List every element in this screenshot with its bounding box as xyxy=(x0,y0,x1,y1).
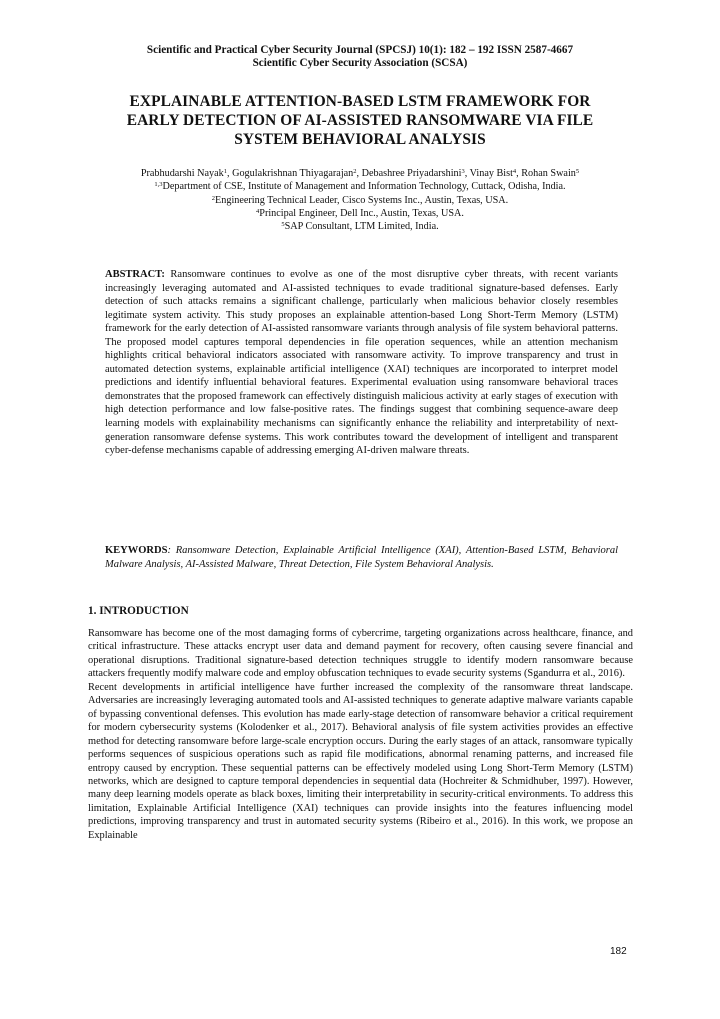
paper-title xyxy=(70,92,650,149)
section-heading-introduction: 1. INTRODUCTION xyxy=(88,605,189,617)
abstract xyxy=(105,268,618,458)
affiliation-line xyxy=(60,180,660,193)
paper-title-line-1: EXPLAINABLE ATTENTION-BASED LSTM FRAMEWORK FOR xyxy=(129,93,591,110)
author-name: , Rohan Swain xyxy=(516,168,576,179)
affiliation-mark: 4 xyxy=(256,207,260,215)
journal-header xyxy=(60,44,660,71)
author-name: , Vinay Bist xyxy=(464,168,513,179)
author-name: , Gogulakrishnan Thiyagarajan xyxy=(227,168,354,179)
affiliation-line xyxy=(60,194,660,207)
affiliation-mark: 1,3 xyxy=(154,181,163,189)
affiliation-text: Department of CSE, Institute of Management and Information Technology, Cuttack, Odisha, India. xyxy=(162,181,566,193)
paragraph: Recent developments in artificial intelligence have further increased the complexity of the ransomware threat landscape. Adversaries are increasingly leveraging automated tools and AI-assisted techniques to generate adaptive malware variants capable of bypassing conventional defenses. This evolution has made early-stage detection of ransomware behavior a critical requirement for modern cybersecurity systems (Kolodenker et al., 2017). Behavioral analysis of file system activities provides an effective method for detecting ransomware before large-scale encryption occurs. During the early stages of an attack, ransomware typically performs sequences of suspicious operations such as rapid file modifications, abnormal renaming patterns, and increased file entropy caused by encryption. These sequential patterns can be effectively modeled using Long Short-Term Memory (LSTM) networks, which are designed to capture temporal dependencies in sequential data (Hochreiter & Schmidhuber, 1997). However, many deep learning models operate as black boxes, limiting their interpretability in security-critical environments. To address this limitation, Explainable Artificial Intelligence (XAI) techniques can provide insights into the features influencing model predictions, improving transparency and trust in automated security systems (Ribeiro et al., 2016). In this work, we propose an Explainable xyxy=(88,681,633,841)
keywords-label: KEYWORDS xyxy=(105,545,168,556)
author-affiliation-mark: 5 xyxy=(575,168,580,175)
journal-header-line-2: Scientific Cyber Security Association (SCSA) xyxy=(252,57,468,70)
affiliation-text: SAP Consultant, LTM Limited, India. xyxy=(284,221,439,233)
affiliation-text: Engineering Technical Leader, Cisco Systems Inc., Austin, Texas, USA. xyxy=(215,194,509,206)
paper-title-line-2: EARLY DETECTION OF AI-ASSISTED RANSOMWARE VIA FILE xyxy=(126,112,594,129)
page-number: 182 xyxy=(610,946,627,957)
authors-block xyxy=(60,167,660,233)
introduction-body xyxy=(88,627,633,842)
keywords xyxy=(105,544,618,571)
affiliation-mark: 5 xyxy=(281,221,285,229)
affiliation-line xyxy=(60,220,660,233)
author-affiliation-mark: 1 xyxy=(223,168,227,175)
affiliation-mark: 2 xyxy=(211,194,216,202)
author-affiliation-mark: 4 xyxy=(512,168,517,175)
author-affiliation-mark: 3 xyxy=(461,168,465,175)
abstract-label: ABSTRACT: xyxy=(105,269,165,280)
abstract-text: Ransomware continues to evolve as one of the most disruptive cyber threats, with recent variants increasingly leveraging automated and AI-assisted techniques to evade traditional signature-based defenses. Early detection of such attacks remains a significant challenge, particularly when malicious behavior closely resembles legitimate system activity. This study proposes an explainable attention-based Long Short-Term Memory (LSTM) framework for the early detection of AI-assisted ransomware variants through analysis of file system behavioral patterns. The proposed model captures temporal dependencies in file operation sequences, while an attention mechanism highlights critical behavioral indicators associated with ransomware activity. To improve transparency and trust in automated detection systems, explainable artificial intelligence (XAI) techniques are incorporated to interpret model predictions and identify influential behavioral features. Experimental evaluation using ransomware behavioral traces demonstrates that the proposed framework can effectively distinguish malicious activity at early stages of execution with high detection performance and low false-positive rates. The findings suggest that combining sequence-aware deep learning models with explainability mechanisms can significantly enhance the reliability and interpretability of next-generation ransomware defense systems. This work contributes toward the development of intelligent and transparent cyber-defense mechanisms capable of addressing emerging AI-driven malware threats. xyxy=(105,269,618,457)
keywords-text: : Ransomware Detection, Explainable Artificial Intelligence (XAI), Attention-Based LSTM, Behavioral Malware Analysis, AI-Assisted Malware, Threat Detection, File System Behavioral Analysis. xyxy=(105,545,618,570)
affiliation-line xyxy=(60,207,660,220)
author-list xyxy=(60,167,660,180)
author-name: , Debashree Priyadarshini xyxy=(356,168,462,179)
paper-title-line-3: SYSTEM BEHAVIORAL ANALYSIS xyxy=(234,131,486,148)
author-name: Prabhudarshi Nayak xyxy=(140,168,224,179)
paragraph: Ransomware has become one of the most damaging forms of cybercrime, targeting organizations across healthcare, finance, and critical infrastructure. These attacks encrypt user data and demand payment for recovery, often causing severe financial and operational disruptions. Traditional signature-based detection techniques struggle to identify modern ransomware because attackers frequently modify malware code and employ obfuscation techniques to evade security systems (Sgandurra et al., 2016). xyxy=(88,628,633,680)
author-affiliation-mark: 2 xyxy=(353,168,357,175)
affiliation-text: Principal Engineer, Dell Inc., Austin, Texas, USA. xyxy=(259,207,464,219)
journal-header-line-1: Scientific and Practical Cyber Security Journal (SPCSJ) 10(1): 182 – 192 ISSN 2587-4667 xyxy=(146,44,574,56)
